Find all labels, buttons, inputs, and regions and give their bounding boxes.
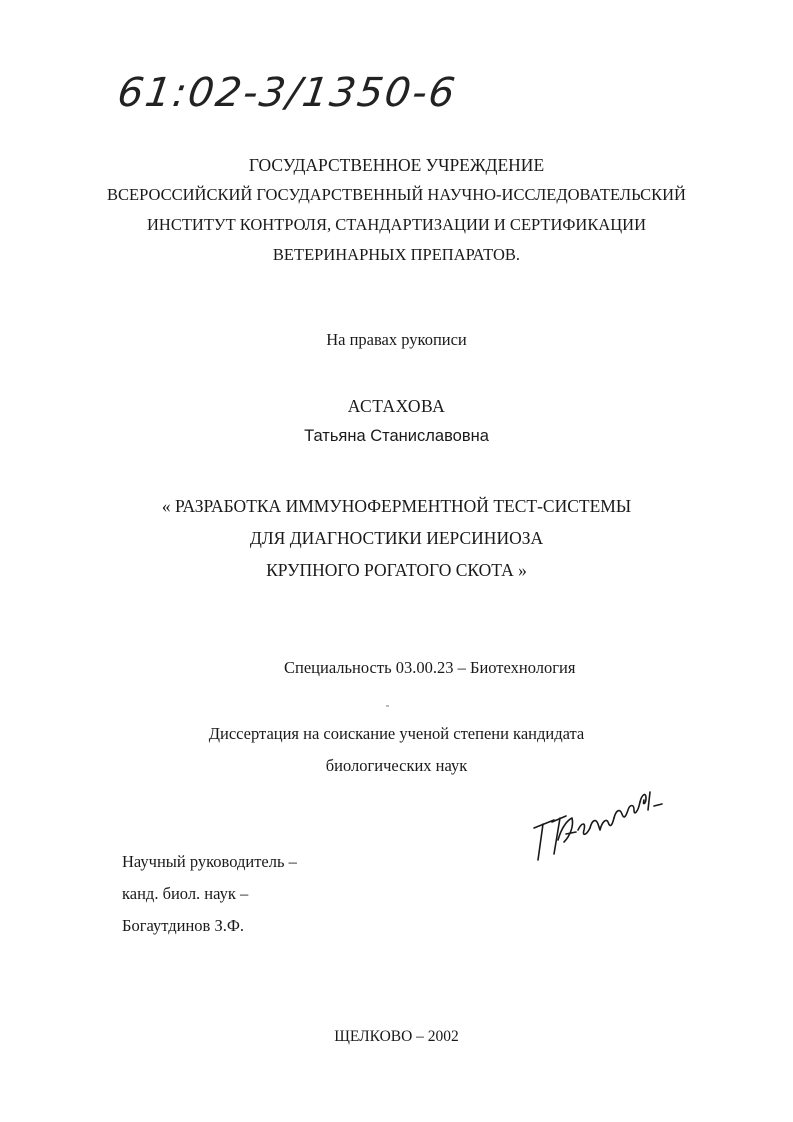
supervisor-line-3: Богаутдинов З.Ф. [122,916,244,935]
institution-block [0,150,793,270]
supervisor-block [122,846,297,942]
supervisor-line-1: Научный руководитель – [122,852,297,871]
scan-speck [386,705,389,707]
degree-line-1: Диссертация на соискание ученой степени кандидата [208,724,585,743]
dissertation-degree [0,718,793,782]
title-line-3: КРУПНОГО РОГАТОГО СКОТА » [266,560,527,580]
title-line-2: ДЛЯ ДИАГНОСТИКИ ИЕРСИНИОЗА [249,528,544,548]
institution-line-4: ВЕТЕРИНАРНЫХ ПРЕПАРАТОВ. [272,245,521,264]
archive-number: 61:02-3/1350-6 [114,70,460,116]
degree-line-2: биологических наук [325,756,468,775]
specialty: Специальность 03.00.23 – Биотехнология [284,658,576,677]
city-year: ЩЕЛКОВО – 2002 [334,1028,459,1045]
dissertation-title [0,490,793,586]
manuscript-rights: На правах рукописи [326,330,467,349]
title-line-1: « РАЗРАБОТКА ИММУНОФЕРМЕНТНОЙ ТЕСТ-СИСТЕМЫ [161,496,632,516]
institution-line-1: ГОСУДАРСТВЕННОЕ УЧРЕЖДЕНИЕ [248,155,545,175]
institution-line-3: ИНСТИТУТ КОНТРОЛЯ, СТАНДАРТИЗАЦИИ И СЕРТИФИКАЦИИ [146,215,647,234]
author-surname: АСТАХОВА [347,396,446,416]
institution-line-2: ВСЕРОССИЙСКИЙ ГОСУДАРСТВЕННЫЙ НАУЧНО-ИССЛЕДОВАТЕЛЬСКИЙ [107,185,686,204]
author-given-names: Татьяна Станиславовна [304,427,489,445]
handwritten-signature [528,770,668,870]
supervisor-line-2: канд. биол. наук – [122,884,249,903]
